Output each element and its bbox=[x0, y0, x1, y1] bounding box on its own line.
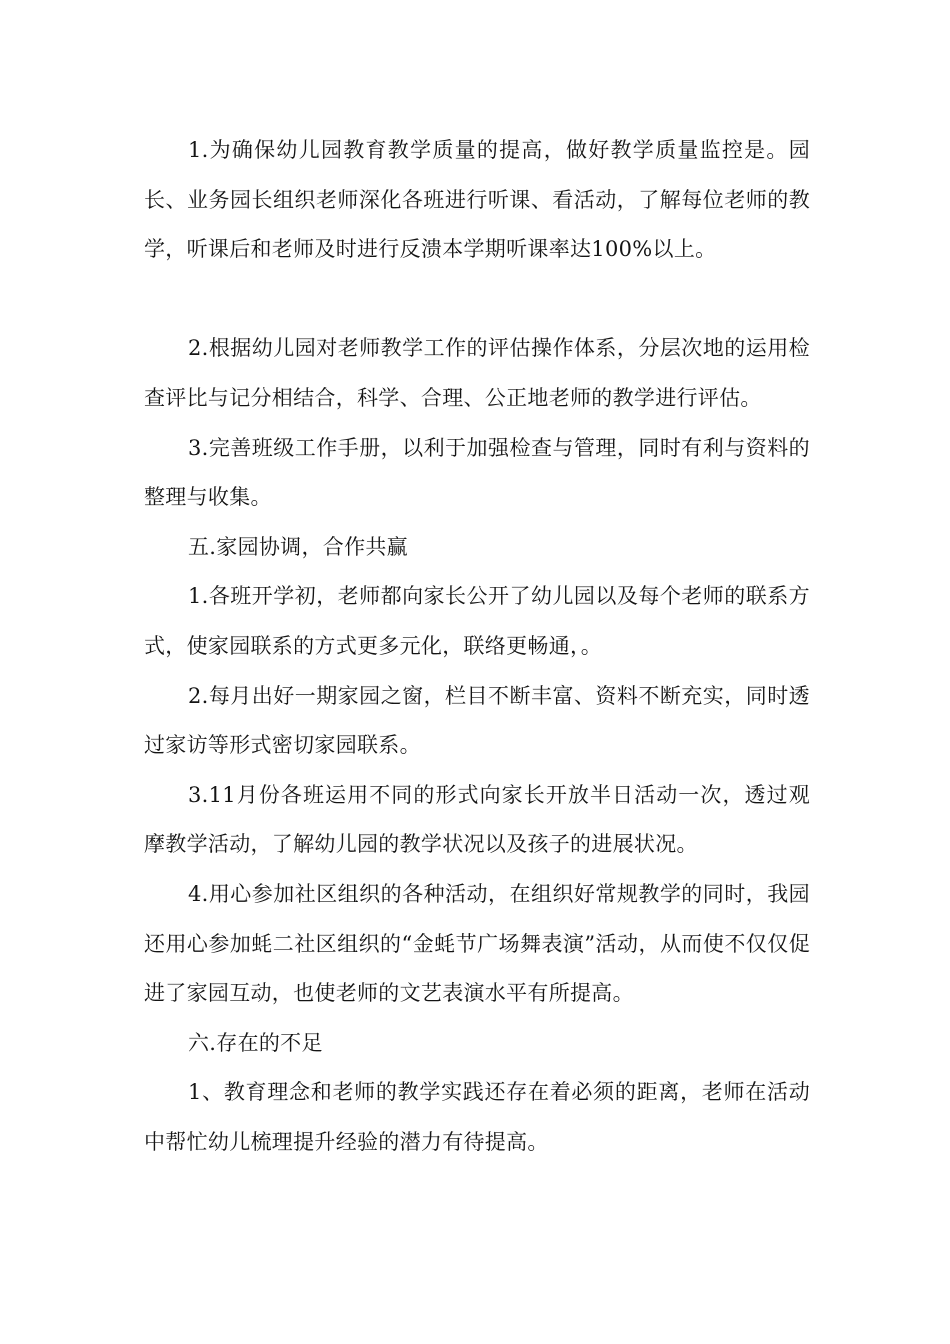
paragraph-open-day: 3.11月份各班运用不同的形式向家长开放半日活动一次，透过观摩教学活动，了解幼儿园的教学状况以及孩子的进展状况。 bbox=[144, 782, 810, 857]
paragraph-shortcoming-1: 1、教育理念和老师的教学实践还存在着必须的距离，老师在活动中帮忙幼儿梳理提升经验的潜力有待提高。 bbox=[144, 1080, 810, 1154]
paragraph-class-handbook: 3.完善班级工作手册，以利于加强检查与管理，同时有利与资料的整理与收集。 bbox=[144, 435, 810, 510]
paragraph-teacher-evaluation: 2.根据幼儿园对老师教学工作的评估操作体系，分层次地的运用检查评比与记分相结合，科学、合理、公正地老师的教学进行评估。 bbox=[144, 336, 810, 410]
section-heading-home-school: 五.家园协调，合作共赢 bbox=[188, 534, 408, 559]
section-heading-shortcomings: 六.存在的不足 bbox=[188, 1030, 323, 1055]
paragraph-contact-info: 1.各班开学初，老师都向家长公开了幼儿园以及每个老师的联系方式，使家园联系的方式更多元化，联络更畅通，。 bbox=[144, 584, 810, 658]
paragraph-gap bbox=[144, 275, 810, 325]
paragraph-community-activities: 4.用心参加社区组织的各种活动，在组织好常规教学的同时，我园还用心参加蚝二社区组织的“金蚝节广场舞表演”活动，从而使不仅仅促进了家园互动，也使老师的文艺表演水平有所提高。 bbox=[144, 881, 810, 1006]
paragraph-home-school-window: 2.每月出好一期家园之窗，栏目不断丰富、资料不断充实，同时透过家访等形式密切家园联系。 bbox=[144, 683, 810, 758]
paragraph-teaching-quality-monitoring: 1.为确保幼儿园教育教学质量的提高，做好教学质量监控是。园长、业务园长组织老师深化各班进行听课、看活动，了解每位老师的教学，听课后和老师及时进行反溃本学期听课率达100%以上。 bbox=[144, 138, 810, 262]
